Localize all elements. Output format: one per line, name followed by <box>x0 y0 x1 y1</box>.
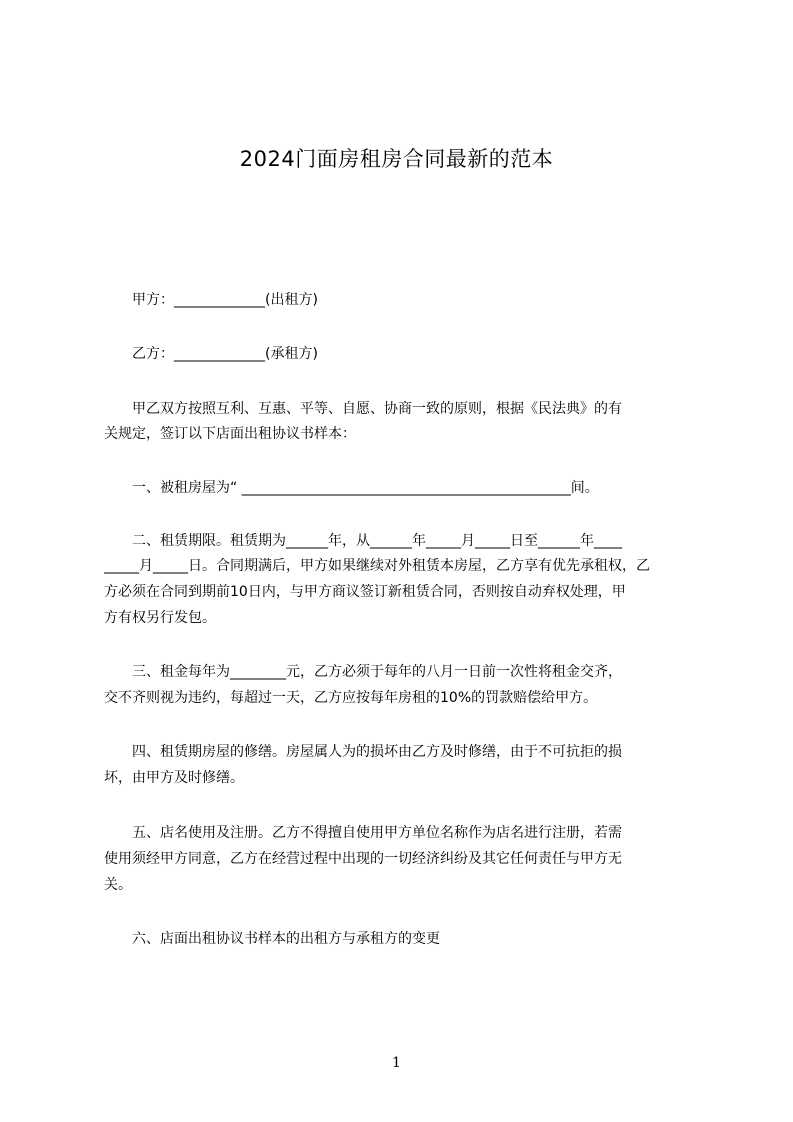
page-number: 1 <box>392 1055 401 1071</box>
clause-4-line-2: 坏，由甲方及时修缮。 <box>104 770 244 786</box>
clause-2-line-2: _____月_____日。合同期满后，甲方如果继续对外租赁本房屋，乙方享有优先承租权，乙 <box>104 558 650 574</box>
clause-5-line-2: 使用须经甲方同意，乙方在经营过程中出现的一切经济纠纷及其它任何责任与甲方无 <box>104 851 622 867</box>
clause-1-line-1: 一、被租房屋为“ _______________________________________________间。 <box>104 480 599 496</box>
clause-2-line-1: 二、租赁期限。租赁期为______年，从______年_____月_____日至______年____ <box>104 533 622 549</box>
clause-4-line-1: 四、租赁期房屋的修缮。房屋属人为的损坏由乙方及时修缮，由于不可抗拒的损 <box>104 744 622 760</box>
clause-5-line-3: 关。 <box>104 877 132 893</box>
clause-2-line-3: 方必须在合同到期前10日内，与甲方商议签订新租赁合同，否则按自动弃权处理，甲 <box>104 584 626 600</box>
document-title: 2024门面房租房合同最新的范本 <box>239 147 554 171</box>
party-b-line: 乙方：_____________(承租方) <box>104 346 318 362</box>
clause-6-line-1: 六、店面出租协议书样本的出租方与承租方的变更 <box>104 931 440 947</box>
preamble-line-2: 关规定，签订以下店面出租协议书样本： <box>104 426 356 442</box>
party-a-line: 甲方：_____________(出租方) <box>104 292 318 308</box>
clause-2-line-4: 方有权另行发包。 <box>104 610 216 626</box>
clause-5-line-1: 五、店名使用及注册。乙方不得擅自使用甲方单位名称作为店名进行注册，若需 <box>104 825 622 841</box>
clause-3-line-1: 三、租金每年为________元，乙方必须于每年的八月一日前一次性将租金交齐， <box>104 664 622 680</box>
clause-3-line-2: 交不齐则视为违约，每超过一天，乙方应按每年房租的10%的罚款赔偿给甲方。 <box>104 690 598 706</box>
preamble-line-1: 甲乙双方按照互利、互惠、平等、自愿、协商一致的原则，根据《民法典》的有 <box>104 401 622 417</box>
